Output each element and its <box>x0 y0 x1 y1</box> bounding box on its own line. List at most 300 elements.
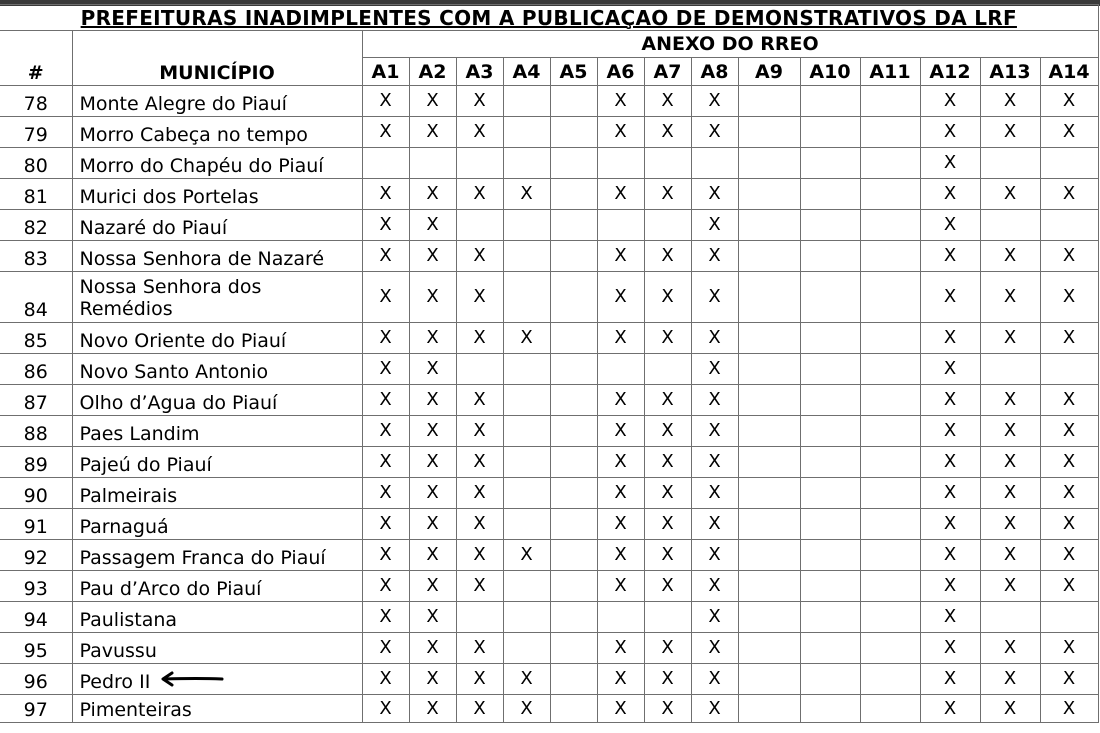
annex-cell: X <box>920 354 980 385</box>
annex-cell <box>738 354 800 385</box>
municipio-name: Monte Alegre do Piauí <box>79 93 287 115</box>
municipio-name: Pimenteiras <box>79 699 192 721</box>
table-row <box>0 695 1098 723</box>
annex-cell <box>550 571 597 602</box>
annex-cell <box>550 602 597 633</box>
annex-cell: X <box>409 323 456 354</box>
row-number: 94 <box>0 602 72 633</box>
row-number: 91 <box>0 509 72 540</box>
annex-cell: X <box>456 695 503 723</box>
annex-cell: X <box>503 323 550 354</box>
annex-cell: X <box>597 447 644 478</box>
annex-cell: X <box>920 179 980 210</box>
annex-cell: X <box>644 241 691 272</box>
municipio-name: Olho d’Agua do Piauí <box>79 392 278 414</box>
annex-cell <box>1040 602 1098 633</box>
annex-cell: X <box>456 385 503 416</box>
annex-cell <box>503 241 550 272</box>
annex-cell <box>456 210 503 241</box>
annex-cell <box>550 695 597 723</box>
annex-cell: X <box>1040 272 1098 323</box>
table-row <box>0 272 1098 323</box>
annex-cell: X <box>691 695 738 723</box>
annex-cell <box>738 478 800 509</box>
annex-cell <box>738 540 800 571</box>
annex-cell <box>800 416 860 447</box>
annex-cell <box>738 509 800 540</box>
annex-cell <box>800 323 860 354</box>
annex-cell <box>550 323 597 354</box>
annex-cell: X <box>691 354 738 385</box>
municipio-name-cell <box>72 241 362 272</box>
annex-cell <box>503 633 550 664</box>
annex-cell: X <box>691 241 738 272</box>
annex-cell: X <box>1040 478 1098 509</box>
annex-cell <box>738 695 800 723</box>
annex-cell <box>738 210 800 241</box>
annex-cell: X <box>409 86 456 117</box>
annex-cell: X <box>920 323 980 354</box>
annex-cell <box>738 602 800 633</box>
column-header-annex: A6 <box>597 58 644 86</box>
table-row <box>0 385 1098 416</box>
municipio-name: Pau d’Arco do Piauí <box>79 578 262 600</box>
annex-cell: X <box>1040 571 1098 602</box>
annex-cell <box>860 179 920 210</box>
annex-cell <box>860 323 920 354</box>
annex-cell: X <box>1040 416 1098 447</box>
column-header-annex: A8 <box>691 58 738 86</box>
annex-cell <box>800 509 860 540</box>
table-row <box>0 354 1098 385</box>
municipio-name-cell <box>72 323 362 354</box>
annex-cell: X <box>456 179 503 210</box>
annex-cell: X <box>362 602 409 633</box>
annex-cell: X <box>980 509 1040 540</box>
left-arrow-icon <box>160 671 224 687</box>
municipio-name: Nossa Senhora de Nazaré <box>79 248 325 270</box>
annex-cell: X <box>920 148 980 179</box>
annex-cell: X <box>1040 117 1098 148</box>
row-number: 92 <box>0 540 72 571</box>
annex-cell: X <box>409 664 456 695</box>
annex-cell: X <box>1040 509 1098 540</box>
annex-cell <box>980 602 1040 633</box>
annex-cell: X <box>597 385 644 416</box>
annex-cell: X <box>456 323 503 354</box>
annex-cell <box>800 385 860 416</box>
municipio-name-cell <box>72 272 362 323</box>
municipio-name: Pajeú do Piauí <box>79 454 212 476</box>
annex-cell <box>800 695 860 723</box>
annex-cell: X <box>691 633 738 664</box>
row-number: 95 <box>0 633 72 664</box>
column-header-annex: A14 <box>1040 58 1098 86</box>
table-row <box>0 210 1098 241</box>
column-header-annex: A5 <box>550 58 597 86</box>
annex-cell: X <box>362 272 409 323</box>
row-number: 87 <box>0 385 72 416</box>
annex-cell: X <box>920 540 980 571</box>
annex-cell <box>550 241 597 272</box>
annex-cell: X <box>597 241 644 272</box>
group-header-anexo: ANEXO DO RREO <box>362 31 1098 58</box>
column-header-annex: A13 <box>980 58 1040 86</box>
row-number: 90 <box>0 478 72 509</box>
column-header-annex: A3 <box>456 58 503 86</box>
municipio-name-cell <box>72 571 362 602</box>
annex-cell: X <box>362 416 409 447</box>
annex-cell: X <box>456 478 503 509</box>
annex-cell <box>503 148 550 179</box>
annex-cell <box>738 447 800 478</box>
annex-cell <box>503 117 550 148</box>
annex-cell: X <box>409 241 456 272</box>
annex-cell <box>456 602 503 633</box>
annex-cell: X <box>503 664 550 695</box>
annex-cell: X <box>456 272 503 323</box>
annex-cell: X <box>362 210 409 241</box>
annex-cell <box>503 602 550 633</box>
annex-cell: X <box>456 117 503 148</box>
municipio-name-cell <box>72 210 362 241</box>
lrf-table <box>0 4 1099 723</box>
annex-cell: X <box>456 241 503 272</box>
annex-cell <box>550 385 597 416</box>
municipio-name-cell <box>72 117 362 148</box>
annex-cell: X <box>1040 323 1098 354</box>
annex-cell: X <box>691 117 738 148</box>
table-row <box>0 148 1098 179</box>
annex-cell: X <box>503 179 550 210</box>
annex-cell: X <box>409 695 456 723</box>
table-row <box>0 241 1098 272</box>
column-header-annex: A11 <box>860 58 920 86</box>
annex-cell <box>738 416 800 447</box>
annex-cell <box>550 354 597 385</box>
table-row <box>0 633 1098 664</box>
annex-cell: X <box>691 86 738 117</box>
annex-cell: X <box>691 210 738 241</box>
annex-cell <box>738 633 800 664</box>
annex-cell: X <box>1040 385 1098 416</box>
annex-cell: X <box>920 571 980 602</box>
annex-cell <box>800 86 860 117</box>
annex-cell: X <box>691 385 738 416</box>
annex-cell <box>409 148 456 179</box>
municipio-name-cell <box>72 354 362 385</box>
annex-cell: X <box>456 540 503 571</box>
annex-cell: X <box>920 695 980 723</box>
column-header-annex: A4 <box>503 58 550 86</box>
annex-cell <box>860 117 920 148</box>
annex-cell <box>980 148 1040 179</box>
annex-cell <box>800 272 860 323</box>
annex-cell: X <box>691 272 738 323</box>
annex-cell <box>860 695 920 723</box>
annex-cell: X <box>362 540 409 571</box>
annex-cell <box>362 148 409 179</box>
annex-cell <box>860 272 920 323</box>
annex-cell: X <box>456 633 503 664</box>
annex-cell <box>550 272 597 323</box>
row-number: 79 <box>0 117 72 148</box>
annex-cell: X <box>644 695 691 723</box>
annex-cell: X <box>597 416 644 447</box>
annex-cell <box>860 354 920 385</box>
annex-cell <box>860 416 920 447</box>
annex-cell: X <box>920 210 980 241</box>
municipio-name-cell <box>72 602 362 633</box>
annex-cell <box>800 571 860 602</box>
annex-cell: X <box>644 509 691 540</box>
row-number: 81 <box>0 179 72 210</box>
annex-cell: X <box>920 241 980 272</box>
annex-cell: X <box>362 447 409 478</box>
table-row <box>0 540 1098 571</box>
municipio-name: Novo Oriente do Piauí <box>79 330 287 352</box>
annex-cell <box>738 385 800 416</box>
annex-cell: X <box>691 416 738 447</box>
column-header-annex: A9 <box>738 58 800 86</box>
annex-cell <box>644 354 691 385</box>
annex-cell <box>503 478 550 509</box>
column-header-annex: A1 <box>362 58 409 86</box>
annex-cell: X <box>362 323 409 354</box>
annex-cell <box>503 354 550 385</box>
annex-cell: X <box>597 540 644 571</box>
annex-cell <box>738 571 800 602</box>
annex-cell: X <box>409 354 456 385</box>
annex-cell: X <box>980 86 1040 117</box>
annex-cell: X <box>920 86 980 117</box>
annex-cell <box>738 323 800 354</box>
table-body <box>0 86 1098 723</box>
municipio-name-cell <box>72 86 362 117</box>
annex-cell: X <box>597 323 644 354</box>
annex-cell: X <box>1040 86 1098 117</box>
annex-cell: X <box>597 272 644 323</box>
annex-cell: X <box>409 210 456 241</box>
annex-cell <box>503 509 550 540</box>
annex-cell: X <box>503 695 550 723</box>
municipio-name: Passagem Franca do Piauí <box>79 547 326 569</box>
municipio-name-cell <box>72 385 362 416</box>
row-number: 96 <box>0 664 72 695</box>
column-header-municipio: MUNICÍPIO <box>72 31 362 86</box>
column-header-number: # <box>0 31 72 86</box>
column-header-annex: A2 <box>409 58 456 86</box>
municipio-name: Paes Landim <box>79 423 200 445</box>
annex-cell: X <box>597 179 644 210</box>
annex-cell <box>691 148 738 179</box>
annex-cell <box>860 664 920 695</box>
annex-cell: X <box>644 571 691 602</box>
annex-cell <box>800 633 860 664</box>
annex-cell: X <box>644 664 691 695</box>
annex-cell <box>738 117 800 148</box>
annex-cell <box>860 509 920 540</box>
row-number: 84 <box>0 272 72 323</box>
annex-cell <box>550 664 597 695</box>
municipio-name-cell <box>72 509 362 540</box>
municipio-name-cell <box>72 540 362 571</box>
annex-cell: X <box>1040 179 1098 210</box>
annex-cell: X <box>362 354 409 385</box>
annex-cell <box>800 664 860 695</box>
annex-cell: X <box>409 571 456 602</box>
column-header-annex: A7 <box>644 58 691 86</box>
annex-cell: X <box>362 633 409 664</box>
annex-cell: X <box>920 664 980 695</box>
annex-cell: X <box>980 241 1040 272</box>
row-number: 78 <box>0 86 72 117</box>
annex-cell: X <box>409 416 456 447</box>
annex-cell: X <box>362 241 409 272</box>
municipio-name: Nossa Senhora dos Remédios <box>79 276 262 320</box>
table-row <box>0 571 1098 602</box>
annex-cell: X <box>1040 540 1098 571</box>
annex-cell <box>800 179 860 210</box>
annex-cell <box>503 210 550 241</box>
annex-cell: X <box>691 179 738 210</box>
annex-cell: X <box>597 509 644 540</box>
annex-cell: X <box>409 447 456 478</box>
annex-cell: X <box>920 447 980 478</box>
municipio-name: Novo Santo Antonio <box>79 361 269 383</box>
annex-cell <box>738 272 800 323</box>
annex-cell: X <box>920 509 980 540</box>
annex-cell <box>456 354 503 385</box>
annex-cell: X <box>980 416 1040 447</box>
annex-cell <box>550 478 597 509</box>
annex-cell: X <box>362 509 409 540</box>
annex-cell <box>597 602 644 633</box>
annex-cell: X <box>456 664 503 695</box>
annex-cell: X <box>362 385 409 416</box>
annex-cell: X <box>597 571 644 602</box>
annex-cell <box>550 540 597 571</box>
annex-cell <box>1040 210 1098 241</box>
annex-cell: X <box>362 86 409 117</box>
annex-cell <box>597 354 644 385</box>
annex-cell: X <box>409 633 456 664</box>
annex-cell: X <box>691 571 738 602</box>
annex-cell: X <box>691 602 738 633</box>
annex-cell <box>503 86 550 117</box>
annex-cell: X <box>456 447 503 478</box>
municipio-name: Pavussu <box>79 640 157 662</box>
annex-cell <box>456 148 503 179</box>
annex-cell: X <box>691 540 738 571</box>
annex-cell: X <box>362 179 409 210</box>
municipio-name-cell <box>72 695 362 723</box>
annex-cell <box>800 241 860 272</box>
annex-cell: X <box>691 447 738 478</box>
annex-cell <box>1040 354 1098 385</box>
annex-cell: X <box>980 695 1040 723</box>
annex-cell: X <box>362 695 409 723</box>
annex-cell: X <box>980 323 1040 354</box>
annex-cell <box>503 447 550 478</box>
annex-cell: X <box>409 509 456 540</box>
column-header-annex: A12 <box>920 58 980 86</box>
annex-cell: X <box>644 86 691 117</box>
municipio-name-cell <box>72 664 362 695</box>
annex-cell: X <box>597 633 644 664</box>
annex-cell <box>1040 148 1098 179</box>
annex-cell <box>644 602 691 633</box>
annex-cell <box>860 540 920 571</box>
annex-cell <box>800 210 860 241</box>
annex-cell: X <box>456 509 503 540</box>
annex-cell <box>550 447 597 478</box>
annex-cell <box>597 148 644 179</box>
annex-cell: X <box>409 385 456 416</box>
annex-cell: X <box>644 478 691 509</box>
annex-cell: X <box>409 179 456 210</box>
row-number: 83 <box>0 241 72 272</box>
municipio-name: Morro do Chapéu do Piauí <box>79 155 324 177</box>
annex-cell: X <box>644 633 691 664</box>
annex-cell: X <box>409 117 456 148</box>
municipio-name-cell <box>72 633 362 664</box>
municipio-name-cell <box>72 416 362 447</box>
row-number: 85 <box>0 323 72 354</box>
annex-cell: X <box>980 664 1040 695</box>
annex-cell: X <box>980 272 1040 323</box>
annex-cell <box>800 148 860 179</box>
annex-cell: X <box>362 571 409 602</box>
annex-cell <box>644 148 691 179</box>
municipio-name: Nazaré do Piauí <box>79 217 228 239</box>
table-row <box>0 416 1098 447</box>
annex-cell: X <box>920 633 980 664</box>
annex-cell <box>738 86 800 117</box>
annex-cell: X <box>920 416 980 447</box>
table-row <box>0 179 1098 210</box>
annex-cell <box>738 148 800 179</box>
annex-cell: X <box>1040 447 1098 478</box>
annex-cell: X <box>920 478 980 509</box>
annex-cell: X <box>362 664 409 695</box>
row-number: 88 <box>0 416 72 447</box>
table-row <box>0 664 1098 695</box>
annex-cell: X <box>644 416 691 447</box>
annex-cell: X <box>1040 633 1098 664</box>
column-header-annex: A10 <box>800 58 860 86</box>
annex-cell <box>860 447 920 478</box>
annex-cell <box>800 354 860 385</box>
annex-cell <box>860 148 920 179</box>
annex-cell <box>980 354 1040 385</box>
annex-cell <box>738 241 800 272</box>
annex-cell: X <box>597 117 644 148</box>
annex-cell: X <box>691 664 738 695</box>
annex-cell <box>738 179 800 210</box>
annex-cell: X <box>362 117 409 148</box>
annex-cell <box>550 117 597 148</box>
annex-cell <box>860 210 920 241</box>
municipio-name-cell <box>72 447 362 478</box>
annex-cell: X <box>409 272 456 323</box>
table-row <box>0 478 1098 509</box>
annex-cell <box>800 602 860 633</box>
annex-cell <box>550 86 597 117</box>
annex-cell: X <box>1040 695 1098 723</box>
annex-cell: X <box>644 385 691 416</box>
annex-cell: X <box>644 447 691 478</box>
